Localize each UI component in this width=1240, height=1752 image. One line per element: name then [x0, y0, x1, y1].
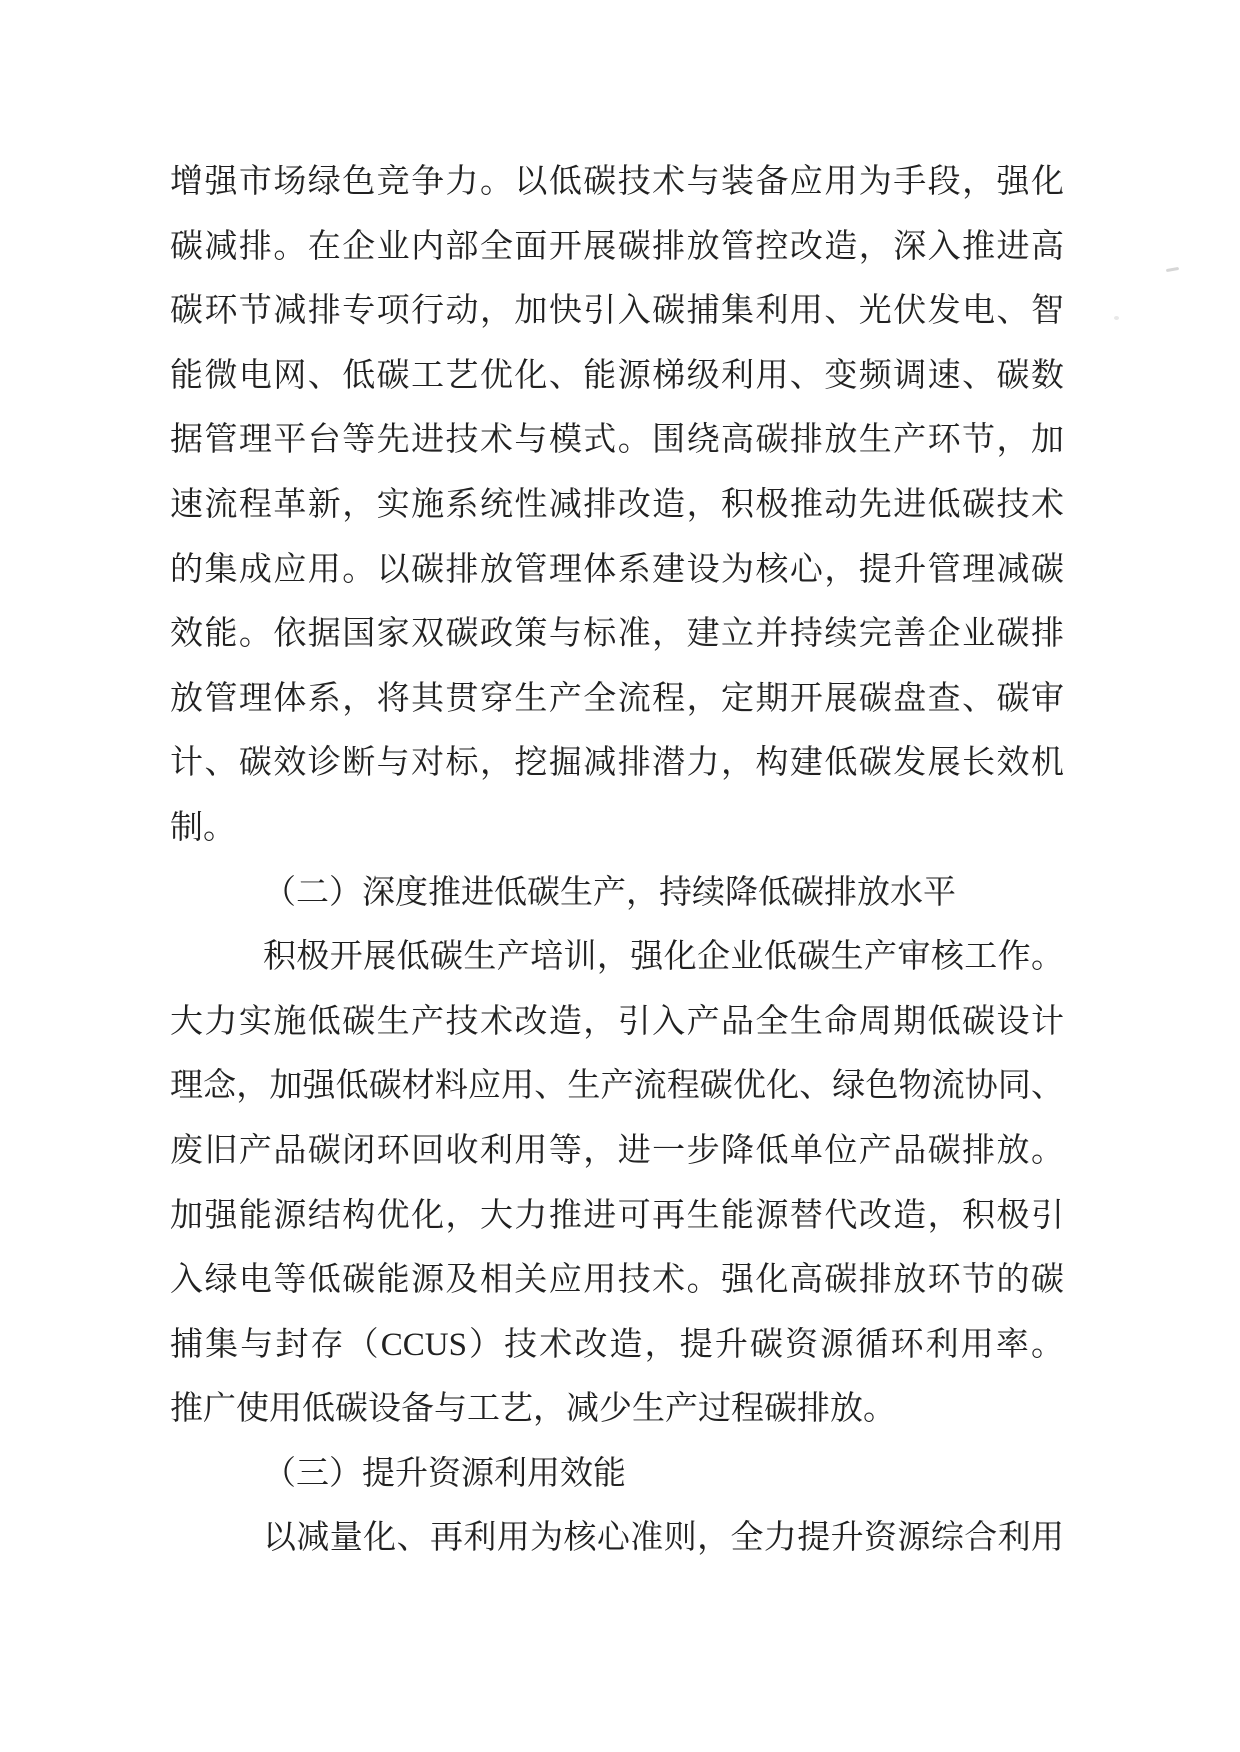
text-line: 以减量化、再利用为核心准则，全力提升资源综合利用: [263, 1520, 1064, 1557]
text-line: 废旧产品碳闭环回收利用等，进一步降低单位产品碳排放。: [170, 1132, 1064, 1169]
section-heading-3: （三）提升资源利用效能: [263, 1455, 626, 1492]
text-line: 积极开展低碳生产培训，强化企业低碳生产审核工作。: [263, 939, 1064, 976]
text-line: 加强能源结构优化，大力推进可再生能源替代改造，积极引: [170, 1197, 1064, 1234]
text-line: 速流程革新，实施系统性减排改造，积极推动先进低碳技术: [170, 486, 1064, 523]
text-line: 碳减排。在企业内部全面开展碳排放管控改造，深入推进高: [170, 228, 1064, 265]
text-line: 放管理体系，将其贯穿生产全流程，定期开展碳盘查、碳审: [170, 680, 1064, 717]
text-line: 效能。依据国家双碳政策与标准，建立并持续完善企业碳排: [170, 616, 1064, 653]
paragraph-3: [170, 1506, 1064, 1571]
section-heading-2: （二）深度推进低碳生产，持续降低碳排放水平: [263, 874, 956, 911]
text-line: 捕集与封存（CCUS）技术改造，提升碳资源循环利用率。: [170, 1326, 1064, 1363]
scan-speck: [1166, 267, 1179, 272]
text-block: [170, 150, 1064, 1571]
text-line: 计、碳效诊断与对标，挖掘减排潜力，构建低碳发展长效机: [170, 745, 1064, 782]
text-line: 据管理平台等先进技术与模式。围绕高碳排放生产环节，加: [170, 422, 1064, 459]
text-line: 制。: [170, 809, 236, 846]
text-line: 增强市场绿色竞争力。以低碳技术与装备应用为手段，强化: [170, 164, 1064, 200]
scan-speck: [1114, 316, 1119, 320]
text-line: 大力实施低碳生产技术改造，引入产品全生命周期低碳设计: [170, 1003, 1064, 1040]
text-line: 推广使用低碳设备与工艺，减少生产过程碳排放。: [170, 1391, 896, 1428]
paragraph-2: [170, 925, 1064, 1442]
text-line: 碳环节减排专项行动，加快引入碳捕集利用、光伏发电、智: [170, 293, 1064, 330]
text-line: 的集成应用。以碳排放管理体系建设为核心，提升管理减碳: [170, 551, 1064, 588]
text-line: 入绿电等低碳能源及相关应用技术。强化高碳排放环节的碳: [170, 1262, 1064, 1299]
text-line: 能微电网、低碳工艺优化、能源梯级利用、变频调速、碳数: [170, 357, 1064, 394]
paragraph-1: [170, 150, 1064, 861]
text-line: 理念，加强低碳材料应用、生产流程碳优化、绿色物流协同、: [170, 1068, 1064, 1105]
